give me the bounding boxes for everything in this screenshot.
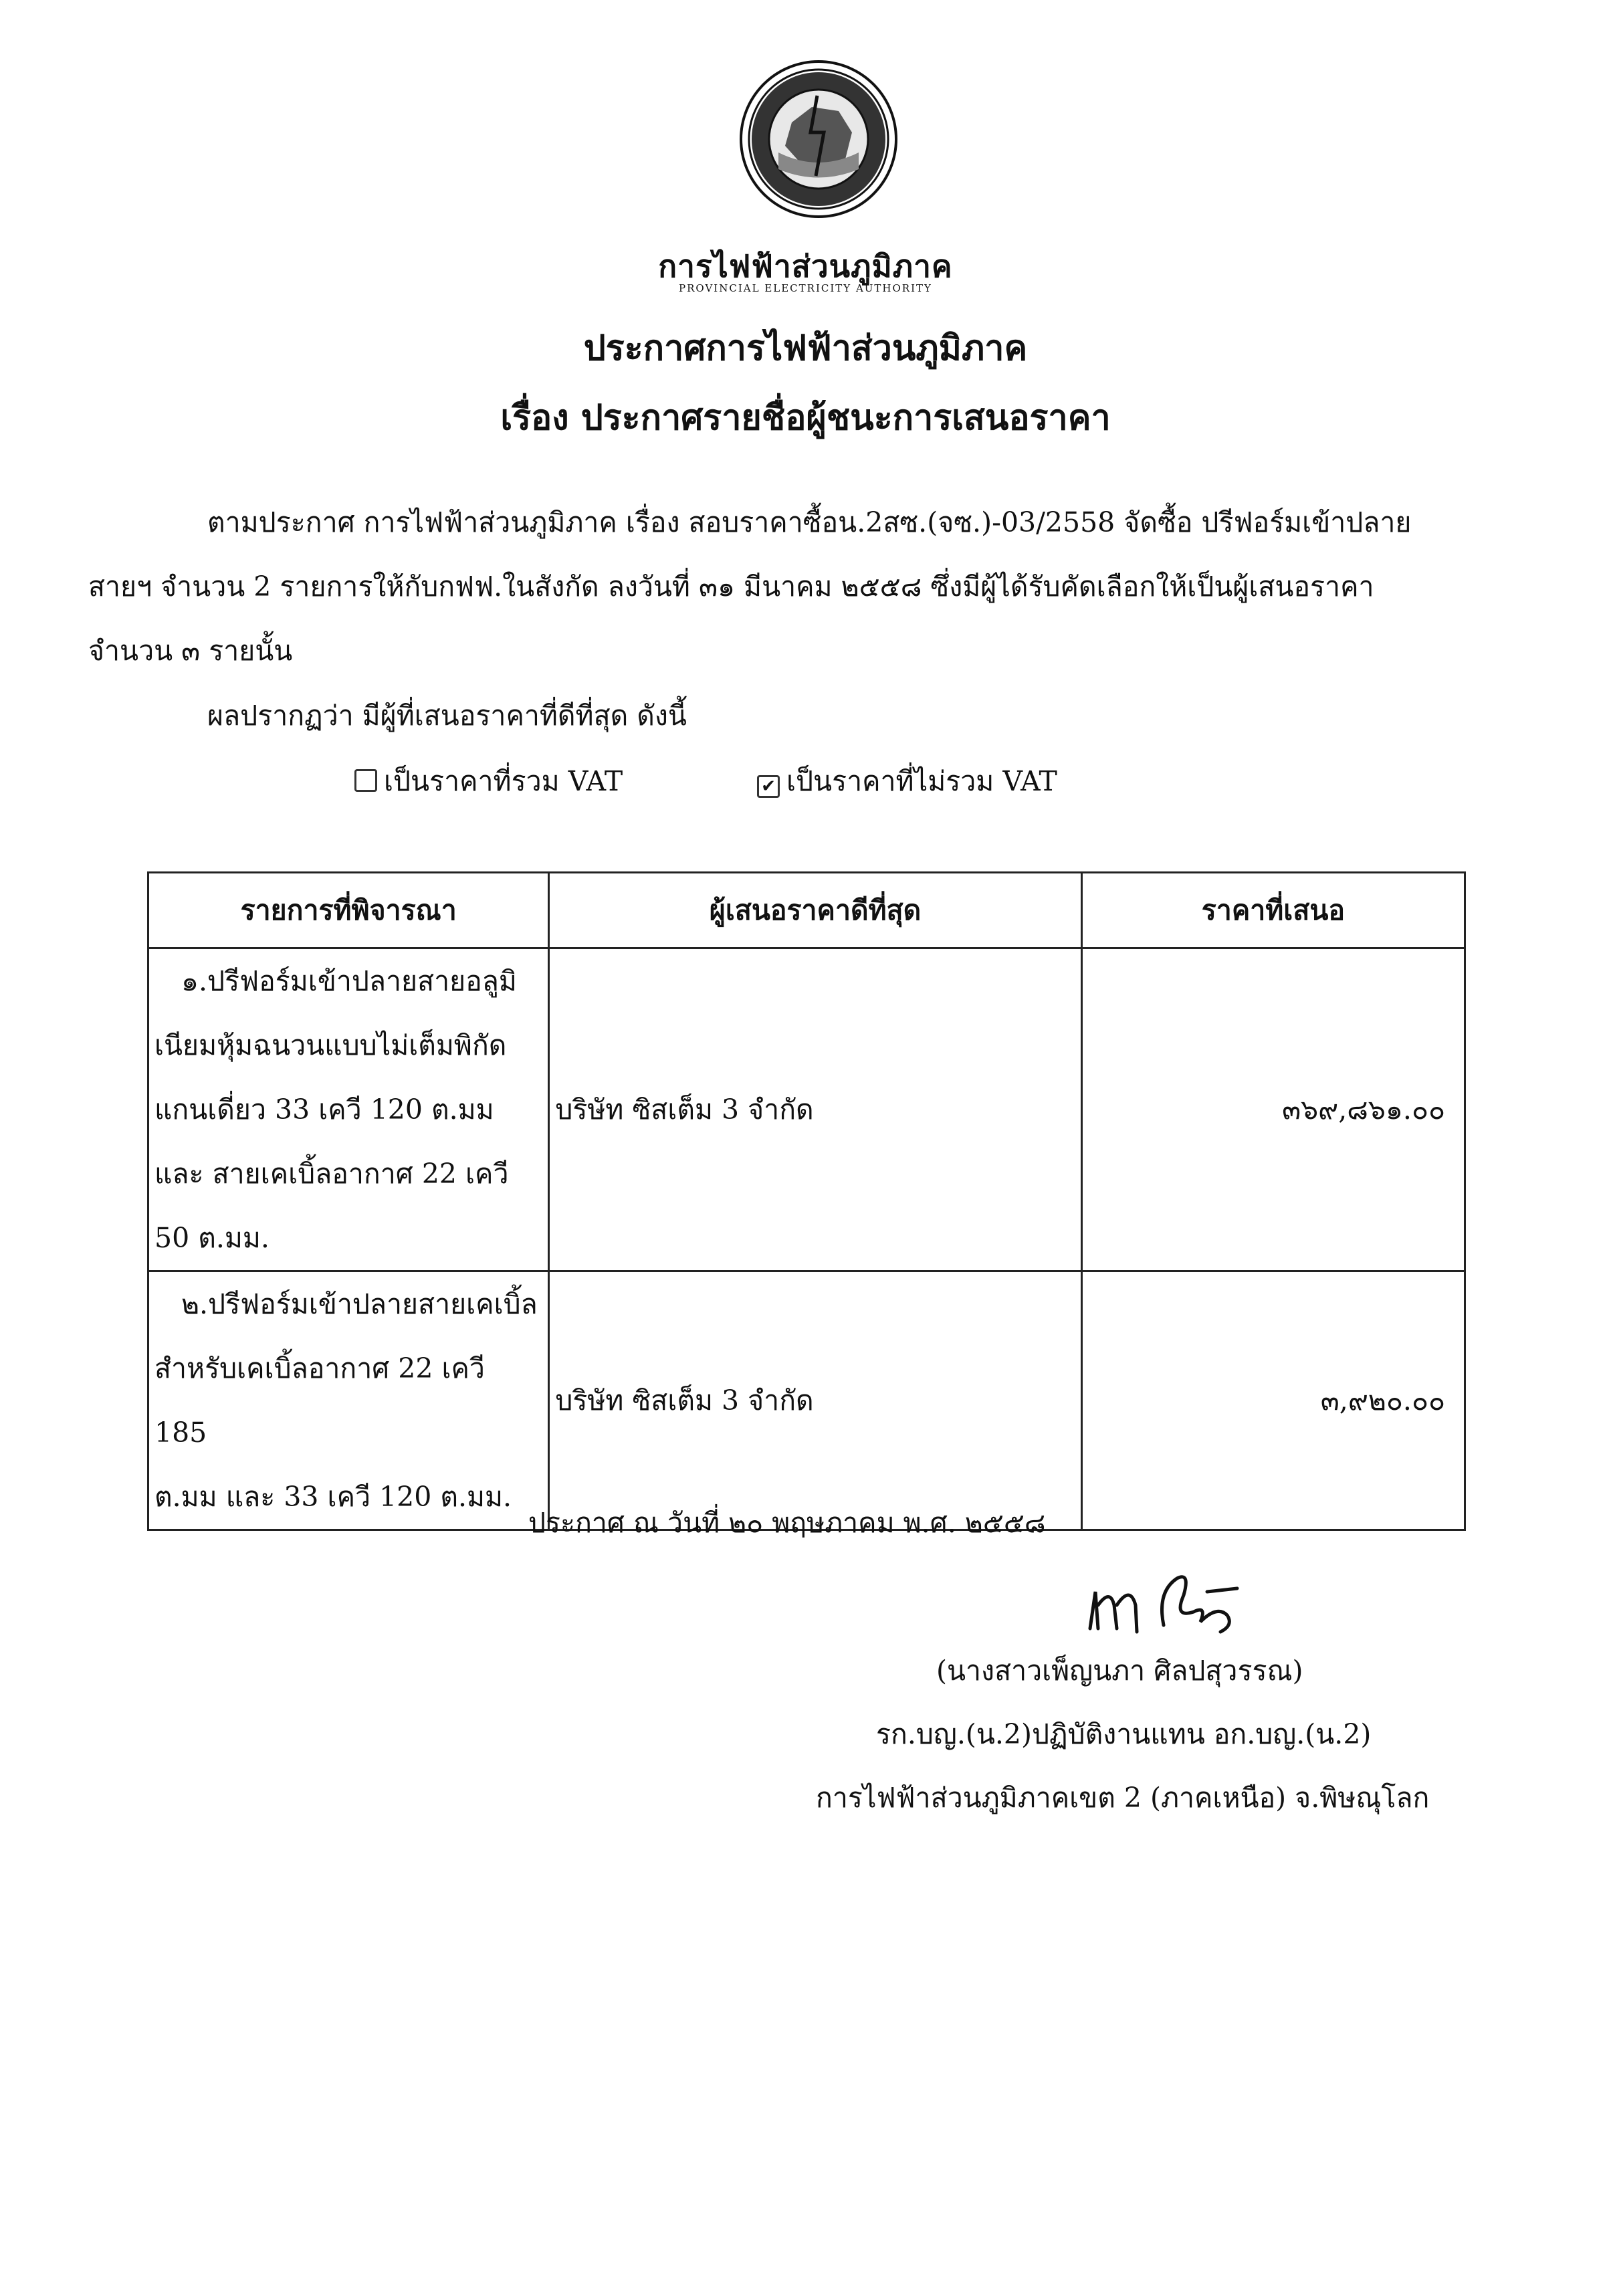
item-line: แกนเดี่ยว 33 เควี 120 ต.มม (154, 1093, 494, 1126)
table-row (148, 948, 1465, 1271)
signer-position: รก.บญ.(น.2)ปฏิบัติงานแทน อก.บญ.(น.2) (876, 1718, 1372, 1750)
item-line: 50 ต.มม. (154, 1222, 270, 1254)
bid-price: ๓๖๙,๘๖๑.๐๐ (1081, 948, 1465, 1271)
header-item: รายการที่พิจารณา (148, 873, 549, 948)
bid-price: ๓,๙๒๐.๐๐ (1081, 1271, 1465, 1530)
pea-seal-logo (738, 59, 899, 219)
org-name-thai: การไฟฟ้าส่วนภูมิภาค (658, 248, 953, 284)
announcement-date: ประกาศ ณ วันที่ ๒๐ พฤษภาคม พ.ศ. ๒๕๕๘ (528, 1507, 1046, 1539)
bidder-name: บริษัท ซิสเต็ม 3 จำกัด (549, 1271, 1081, 1530)
result-intro: ผลปรากฏว่า มีผู้ที่เสนอราคาที่ดีที่สุด ดังนี้ (207, 700, 687, 732)
bidder-name: บริษัท ซิสเต็ม 3 จำกัด (549, 948, 1081, 1271)
winning-bids-table (147, 871, 1466, 1531)
item-line: ต.มม และ 33 เควี 120 ต.มม. (154, 1481, 512, 1513)
header-bidder: ผู้เสนอราคาดีที่สุด (549, 873, 1081, 948)
handwritten-signature (1083, 1565, 1257, 1645)
body-paragraph-line-1: ตามประกาศ การไฟฟ้าส่วนภูมิภาค เรื่อง สอบราคาซื้อน.2สซ.(จซ.)-03/2558 จัดซื้อ ปรีฟอร์มเข้าปลาย (207, 506, 1412, 538)
vat-excluded-label: เป็นราคาที่ไม่รวม VAT (786, 765, 1057, 797)
item-description (148, 948, 549, 1271)
signer-name: (นางสาวเพ็ญนภา ศิลปสุวรรณ) (936, 1655, 1303, 1687)
issuing-office: การไฟฟ้าส่วนภูมิภาคเขต 2 (ภาคเหนือ) จ.พิษณุโลก (816, 1782, 1430, 1814)
item-description (148, 1271, 549, 1530)
body-paragraph-line-2: สายฯ จำนวน 2 รายการให้กับกฟฟ.ในสังกัด ลงวันที่ ๓๑ มีนาคม ๒๕๕๘ ซึ่งมีผู้ได้รับคัดเลือกให้เป็นผู้เสนอราคา (88, 570, 1374, 603)
org-name-english: PROVINCIAL ELECTRICITY AUTHORITY (679, 282, 932, 294)
item-line: ๑.ปรีฟอร์มเข้าปลายสายอลูมิ (181, 965, 517, 997)
item-line: และ สายเคเบิ้ลอากาศ 22 เควี (154, 1158, 509, 1190)
item-line: สำหรับเคเบิ้ลอากาศ 22 เควี 185 (154, 1352, 485, 1449)
unchecked-box-icon (354, 769, 377, 792)
item-line: ๒.ปรีฟอร์มเข้าปลายสายเคเบิ้ล (181, 1288, 538, 1320)
announcement-subject: เรื่อง ประกาศรายชื่อผู้ชนะการเสนอราคา (500, 397, 1111, 438)
vat-included-option (354, 749, 623, 813)
table-row (148, 1271, 1465, 1530)
header-price: ราคาที่เสนอ (1081, 873, 1465, 948)
vat-included-label: เป็นราคาที่รวม VAT (384, 765, 623, 797)
checkmark-box-icon: ✔ (757, 775, 780, 798)
body-paragraph-line-3: จำนวน ๓ รายนั้น (88, 635, 293, 667)
announcement-title: ประกาศการไฟฟ้าส่วนภูมิภาค (583, 328, 1028, 369)
table-header-row (148, 873, 1465, 948)
vat-excluded-option (757, 749, 1057, 813)
item-line: เนียมหุ้มฉนวนแบบไม่เต็มพิกัด (154, 1029, 507, 1061)
